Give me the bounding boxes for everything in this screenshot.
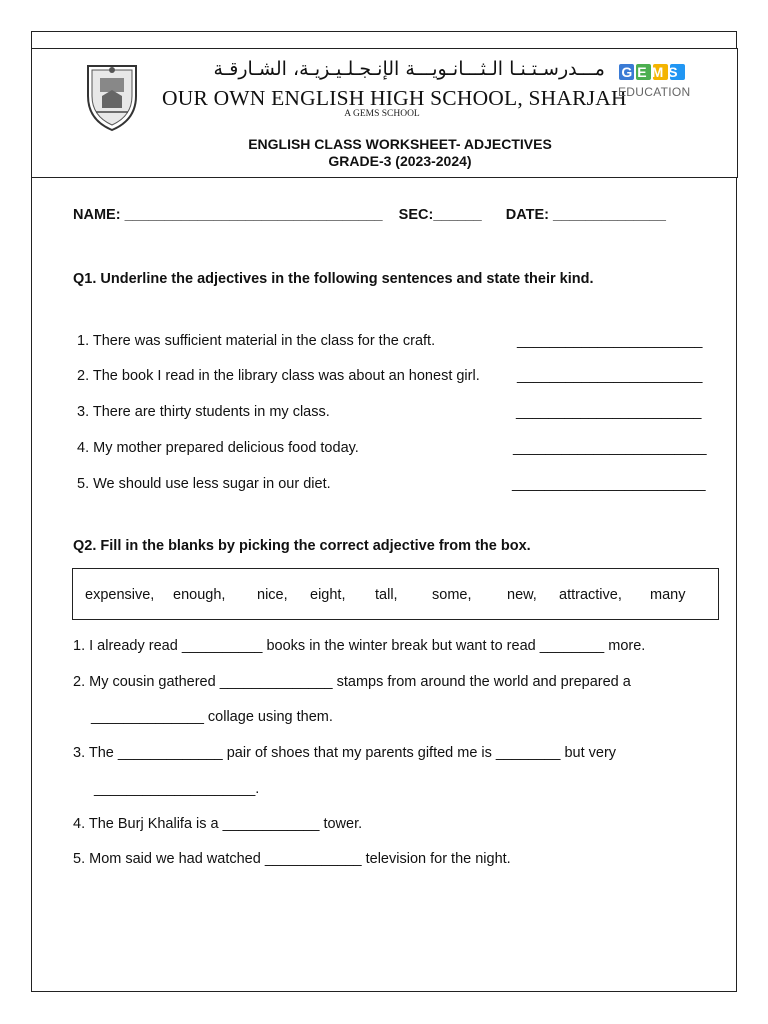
- q2-line-3-cont: ____________________.: [94, 781, 260, 797]
- q1-answer-blank-2[interactable]: _______________________: [517, 368, 703, 384]
- worksheet-title: ENGLISH CLASS WORKSHEET- ADJECTIVES: [248, 136, 552, 152]
- word-option: many: [650, 587, 686, 603]
- q2-line-3: 3. The _____________ pair of shoes that my parents gifted me is ________ but very: [73, 745, 617, 761]
- sec-blank[interactable]: ______: [433, 207, 482, 223]
- q2-heading: Q2. Fill in the blanks by picking the correct adjective from the box.: [73, 538, 531, 554]
- arabic-school-name: مـــدرسـتـنـا الـثـــانـويـــة الإنـجـلـيـزيـة، الشـارقـة: [213, 58, 605, 80]
- word-box: [72, 568, 719, 620]
- q1-item-5: 5. We should use less sugar in our diet.: [77, 476, 331, 492]
- q2-line-2-cont: ______________ collage using them.: [91, 709, 333, 725]
- q1-item-2: 2. The book I read in the library class was about an honest girl.: [77, 368, 480, 384]
- q2-line-2: 2. My cousin gathered ______________ stamps from around the world and prepared a: [73, 674, 631, 690]
- q1-item-3: 3. There are thirty students in my class.: [77, 404, 330, 420]
- q1-item-1: 1. There was sufficient material in the class for the craft.: [77, 333, 436, 349]
- q1-item-4: 4. My mother prepared delicious food today.: [77, 440, 359, 456]
- gems-school-subtitle: A GEMS SCHOOL: [344, 109, 420, 119]
- q2-line-5: 5. Mom said we had watched ____________ television for the night.: [73, 851, 511, 867]
- word-option: some,: [432, 587, 472, 603]
- school-crest-icon: [80, 60, 144, 132]
- q1-answer-blank-1[interactable]: _______________________: [517, 333, 703, 349]
- word-option: nice,: [257, 587, 288, 603]
- word-option: tall,: [375, 587, 398, 603]
- word-option: enough,: [173, 587, 226, 603]
- q2-line-4: 4. The Burj Khalifa is a ____________ tower.: [73, 816, 363, 832]
- word-option: expensive,: [85, 587, 155, 603]
- student-info-line: [73, 207, 666, 223]
- word-option: new,: [507, 587, 537, 603]
- worksheet-grade: GRADE-3 (2023-2024): [328, 153, 472, 169]
- q2-line-1: 1. I already read __________ books in the winter break but want to read ________ more.: [73, 638, 646, 654]
- word-option: eight,: [310, 587, 346, 603]
- word-option: attractive,: [559, 587, 622, 603]
- date-label: DATE:: [505, 207, 549, 223]
- q1-heading: Q1. Underline the adjectives in the following sentences and state their kind.: [73, 271, 594, 287]
- gems-logo-text: GEMS: [621, 64, 683, 80]
- sec-label: SEC:: [398, 207, 434, 223]
- name-blank[interactable]: ________________________________: [124, 207, 383, 223]
- q1-answer-blank-4[interactable]: ________________________: [513, 440, 707, 456]
- q1-answer-blank-5[interactable]: ________________________: [512, 476, 706, 492]
- gems-education-text: EDUCATION: [618, 85, 691, 99]
- q1-answer-blank-3[interactable]: _______________________: [516, 404, 702, 420]
- name-label: NAME:: [73, 207, 121, 223]
- date-blank[interactable]: ______________: [553, 207, 666, 223]
- school-name: OUR OWN ENGLISH HIGH SCHOOL, SHARJAH: [162, 86, 627, 110]
